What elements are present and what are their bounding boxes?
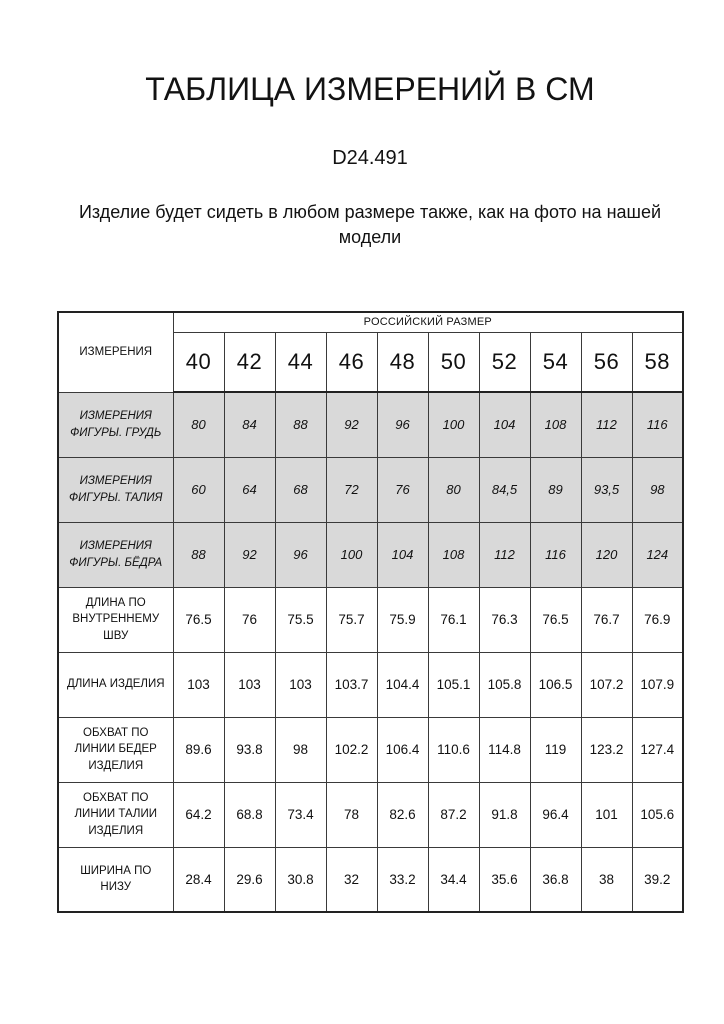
measurement-value: 124 (632, 522, 683, 587)
measurement-value: 92 (224, 522, 275, 587)
size-header-cell: 40 (173, 332, 224, 392)
measurement-label: ДЛИНА ИЗДЕЛИЯ (58, 652, 173, 717)
measurement-value: 33.2 (377, 847, 428, 912)
measurement-label: ДЛИНА ПО ВНУТРЕННЕМУ ШВУ (58, 587, 173, 652)
measurement-value: 76.5 (173, 587, 224, 652)
measurement-value: 68.8 (224, 782, 275, 847)
measurement-value: 98 (632, 457, 683, 522)
measurement-value: 105.8 (479, 652, 530, 717)
table-row (58, 847, 683, 912)
measurement-value: 76.5 (530, 587, 581, 652)
measurement-value: 105.6 (632, 782, 683, 847)
table-row (58, 782, 683, 847)
measurement-value: 84,5 (479, 457, 530, 522)
measurement-value: 110.6 (428, 717, 479, 782)
measurement-value: 103 (173, 652, 224, 717)
measurement-value: 76.9 (632, 587, 683, 652)
corner-header: ИЗМЕРЕНИЯ (58, 312, 173, 392)
measurement-value: 89 (530, 457, 581, 522)
table-row (58, 457, 683, 522)
measurement-value: 100 (428, 392, 479, 457)
measurement-value: 76.7 (581, 587, 632, 652)
measurement-value: 105.1 (428, 652, 479, 717)
measurement-value: 106.4 (377, 717, 428, 782)
measurement-label: ОБХВАТ ПО ЛИНИИ БЕДЕР ИЗДЕЛИЯ (58, 717, 173, 782)
measurement-value: 112 (581, 392, 632, 457)
measurement-value: 116 (530, 522, 581, 587)
measurement-label: ИЗМЕРЕНИЯ ФИГУРЫ. ТАЛИЯ (58, 457, 173, 522)
measurement-value: 93.8 (224, 717, 275, 782)
fit-note: Изделие будет сидеть в любом размере также, как на фото на нашей модели (78, 202, 662, 248)
measurement-value: 64 (224, 457, 275, 522)
measurement-value: 102.2 (326, 717, 377, 782)
measurement-value: 76 (224, 587, 275, 652)
measurement-value: 38 (581, 847, 632, 912)
measurement-value: 91.8 (479, 782, 530, 847)
measurement-value: 96.4 (530, 782, 581, 847)
measurement-value: 35.6 (479, 847, 530, 912)
size-header-cell: 58 (632, 332, 683, 392)
measurement-value: 112 (479, 522, 530, 587)
measurement-value: 84 (224, 392, 275, 457)
measurement-value: 103 (224, 652, 275, 717)
measurement-value: 101 (581, 782, 632, 847)
measurement-value: 88 (173, 522, 224, 587)
measurement-value: 34.4 (428, 847, 479, 912)
size-header-cell: 46 (326, 332, 377, 392)
measurement-value: 78 (326, 782, 377, 847)
measurement-value: 75.7 (326, 587, 377, 652)
measurement-value: 82.6 (377, 782, 428, 847)
measurement-value: 80 (173, 392, 224, 457)
measurement-value: 64.2 (173, 782, 224, 847)
measurement-value: 87.2 (428, 782, 479, 847)
size-header-cell: 44 (275, 332, 326, 392)
size-header-cell: 50 (428, 332, 479, 392)
measurement-value: 93,5 (581, 457, 632, 522)
measurement-value: 96 (377, 392, 428, 457)
size-header-cell: 42 (224, 332, 275, 392)
size-header-cell: 56 (581, 332, 632, 392)
measurement-value: 104 (377, 522, 428, 587)
table-row (58, 652, 683, 717)
article-code: D24.491 (332, 147, 408, 170)
measurement-value: 107.9 (632, 652, 683, 717)
measurement-value: 76 (377, 457, 428, 522)
measurement-value: 123.2 (581, 717, 632, 782)
measurement-value: 104 (479, 392, 530, 457)
measurement-value: 60 (173, 457, 224, 522)
size-header-cell: 48 (377, 332, 428, 392)
measurement-value: 32 (326, 847, 377, 912)
group-header-row (58, 312, 683, 332)
group-header: РОССИЙСКИЙ РАЗМЕР (173, 312, 683, 332)
measurement-value: 30.8 (275, 847, 326, 912)
measurement-value: 116 (632, 392, 683, 457)
measurements-table (57, 311, 684, 913)
measurement-value: 96 (275, 522, 326, 587)
measurement-label: ИЗМЕРЕНИЯ ФИГУРЫ. БЁДРА (58, 522, 173, 587)
measurement-value: 29.6 (224, 847, 275, 912)
measurement-value: 106.5 (530, 652, 581, 717)
measurement-value: 72 (326, 457, 377, 522)
measurement-label: ШИРИНА ПО НИЗУ (58, 847, 173, 912)
measurement-value: 103 (275, 652, 326, 717)
measurement-label: ИЗМЕРЕНИЯ ФИГУРЫ. ГРУДЬ (58, 392, 173, 457)
measurement-label: ОБХВАТ ПО ЛИНИИ ТАЛИИ ИЗДЕЛИЯ (58, 782, 173, 847)
measurement-value: 80 (428, 457, 479, 522)
measurement-value: 108 (530, 392, 581, 457)
table-row (58, 587, 683, 652)
measurement-value: 75.9 (377, 587, 428, 652)
measurement-value: 108 (428, 522, 479, 587)
measurement-value: 76.1 (428, 587, 479, 652)
measurement-value: 107.2 (581, 652, 632, 717)
measurement-value: 73.4 (275, 782, 326, 847)
size-header-cell: 54 (530, 332, 581, 392)
measurement-value: 100 (326, 522, 377, 587)
measurement-value: 104.4 (377, 652, 428, 717)
table-row (58, 392, 683, 457)
measurement-value: 28.4 (173, 847, 224, 912)
measurement-value: 89.6 (173, 717, 224, 782)
measurement-value: 127.4 (632, 717, 683, 782)
measurement-value: 120 (581, 522, 632, 587)
measurement-value: 75.5 (275, 587, 326, 652)
measurement-value: 88 (275, 392, 326, 457)
measurement-value: 103.7 (326, 652, 377, 717)
measurement-value: 114.8 (479, 717, 530, 782)
size-header-cell: 52 (479, 332, 530, 392)
table-row (58, 522, 683, 587)
measurement-value: 36.8 (530, 847, 581, 912)
measurement-value: 92 (326, 392, 377, 457)
page-title: ТАБЛИЦА ИЗМЕРЕНИЙ В СМ (145, 71, 595, 107)
measurement-value: 68 (275, 457, 326, 522)
measurement-value: 39.2 (632, 847, 683, 912)
table-row (58, 717, 683, 782)
measurement-value: 98 (275, 717, 326, 782)
measurement-value: 76.3 (479, 587, 530, 652)
measurement-value: 119 (530, 717, 581, 782)
